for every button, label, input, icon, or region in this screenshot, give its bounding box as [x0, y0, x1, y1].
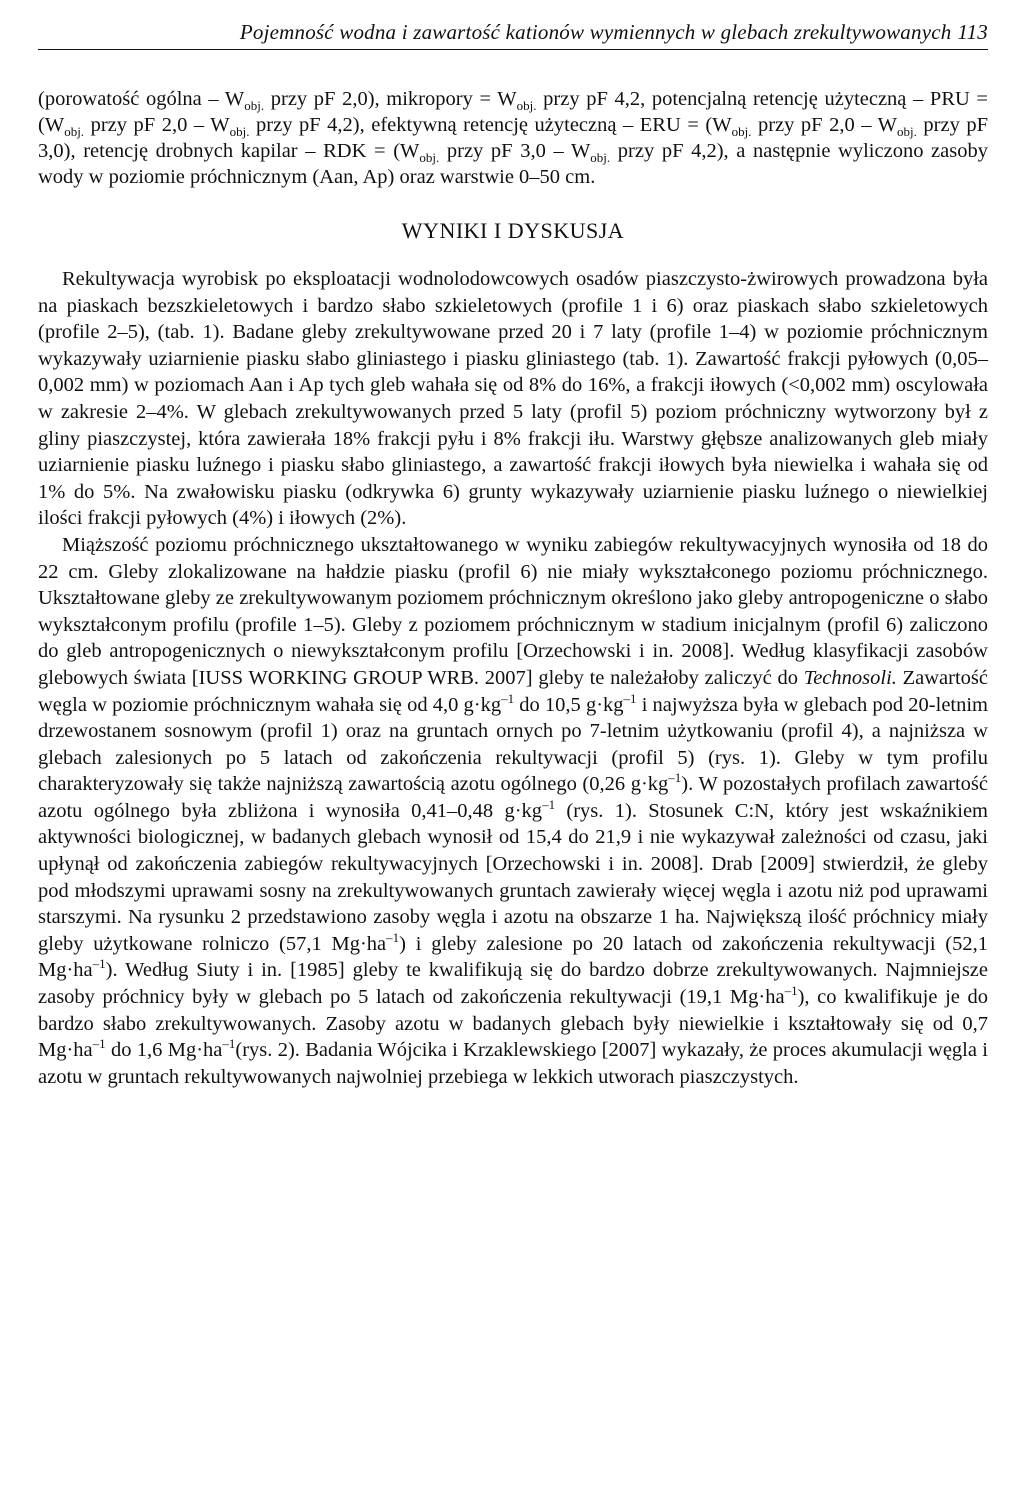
- taxon-name: Technosoli.: [803, 666, 897, 689]
- paragraph-2: Miąższość poziomu próchnicznego ukształtowanego w wyniku zabiegów rekultywacyjnych wynosiła od 18 do 22 cm. Gleby zlokalizowane na hałdzie piasku (profil 6) nie miały wykształconego poziomu próchnicznego. Ukształtowane gleby ze zrekultywowanym poziomem próchnicznym określono jako gleby antropogeniczne o słabo wykształconym profilu (profile 1–5). Gleby z poziomem próchnicznym w stadium inicjalnym (profil 6) zaliczono do gleb antropogenicznych o niewykształconym profilu [Orzechowski i in. 2008]. Według klasyfikacji zasobów glebowych świata [IUSS WORKING GROUP WRB. 2007] gleby te należałoby zaliczyć do Technosoli. Zawartość węgla w poziomie próchnicznym wahała się od 4,0 $g\cdot kg^{-1}$ do 10,5 $g\cdot kg^{-1}$ i najwyższa była w glebach pod 20-letnim drzewostanem sosnowym (profil 1) oraz na gruntach ornych po 7-letnim użytkowaniu (profil 4), a najniższa w glebach zalesionych po 5 latach od zakończenia rekultywacji (profil 5) (rys. 1). Gleby w tym profilu charakteryzowały się także najniższą zawartością azotu ogólnego (0,26 $g\cdot kg^{-1}$). W pozostałych profilach zawartość azotu ogólnego była zbliżona i wynosiła 0,41–0,48 $g\cdot kg^{-1}$ (rys. 1). Stosunek C:N, który jest wskaźnikiem aktywności biologicznej, w badanych glebach wynosił od 15,4 do 21,9 i nie wykazywał zależności od czasu, jaki upłynął od zakończenia zabiegów rekultywacyjnych [Orzechowski i in. 2008]. Drab [2009] stwierdził, że gleby pod młodszymi uprawami sosny na zrekultywowanych gruntach zawierały więcej węgla i azotu niż pod uprawami starszymi. Na rysunku 2 przedstawiono zasoby węgla i azotu na obszarze 1 ha. Największą ilość próchnicy miały gleby użytkowane rolniczo (57,1 $Mg\cdot ha^{-1}$) i gleby zalesione po 20 latach od zakończenia rekultywacji (52,1 $Mg\cdot ha^{-1}$). Według Siuty i in. [1985] gleby te kwalifikują się do bardzo dobrze zrekultywowanych. Najmniejsze zasoby próchnicy były w glebach po 5 latach od zakończenia rekultywacji (19,1 $Mg\cdot ha^{-1}$), co kwalifikuje je do bardzo słabo zrekultywowanych. Zasoby azotu w badanych glebach były niewielkie i kształtowały się od 0,7 $Mg\cdot ha^{-1}$ do 1,6 $Mg\cdot ha^{-1}(rys$. 2). Badania Wójcika i Krzaklewskiego [2007] wykazały, że proces akumulacji węgla i azotu w gruntach rekultywowanych najwolniej przebiega w lekkich utworach piaszczystych.: [38, 533, 989, 1088]
- body-text: [38, 266, 988, 1090]
- running-title: Pojemność wodna i zawartość kationów wymiennych w glebach zrekultywowanych: [239, 20, 952, 44]
- page-number: 113: [957, 20, 988, 44]
- page: [38, 20, 988, 1090]
- paragraph-1: Rekultywacja wyrobisk po eksploatacji wodnolodowcowych osadów piaszczysto-żwirowych prowadzona była na piaskach bezszkieletowych i bardzo słabo szkieletowych (profile 1 i 6) oraz piaskach słabo szkieletowych (profile 2–5), (tab. 1). Badane gleby zrekultywowane przed 20 i 7 laty (profile 1–4) w poziomie próchnicznym wykazywały uziarnienie piasku słabo gliniastego i piasku gliniastego (tab. 1). Zawartość frakcji pyłowych (0,05–0,002 mm) w poziomach Aan i Ap tych gleb wahała się od 8% do 16%, a frakcji iłowych (<0,002 mm) oscylowała w zakresie 2–4%. W glebach zrekultywowanych przed 5 laty (profil 5) poziom próchniczny wytworzony był z gliny piaszczystej, która zawierała 18% frakcji pyłu i 8% frakcji iłu. Warstwy głębsze analizowanych gleb miały uziarnienie piasku luźnego i piasku słabo gliniastego, a zawartość frakcji iłowych była niewielka i wahała się od 1% do 5%. Na zwałowisku piasku (odkrywka 6) grunty wykazywały uziarnienie piasku luźnego o niewielkiej ilości frakcji pyłowych (4%) i iłowych (2%).: [38, 268, 988, 530]
- running-header: [38, 20, 988, 50]
- intro-paragraph: (porowatość ogólna – $W_{obj.}$ przy pF 2,0), mikropory = $W_{obj.}$ przy pF 4,2, potencjalną retencję użyteczną – PRU = ($W_{obj.}$ przy pF $2,0 - W_{obj.}$ przy pF 4,2), efektywną retencję użyteczną – ERU = ($W_{obj.}$ przy pF $2,0 - W_{obj.}$ przy pF 3,0), retencję drobnych kapilar – RDK = ($W_{obj.}$ przy pF $3,0 - W_{obj.}$ przy pF 4,2), a następnie wyliczono zasoby wody w poziomie próchnicznym (Aan, Ap) oraz warstwie 0–50 cm.: [38, 88, 989, 188]
- section-heading: WYNIKI I DYSKUSJA: [401, 218, 625, 243]
